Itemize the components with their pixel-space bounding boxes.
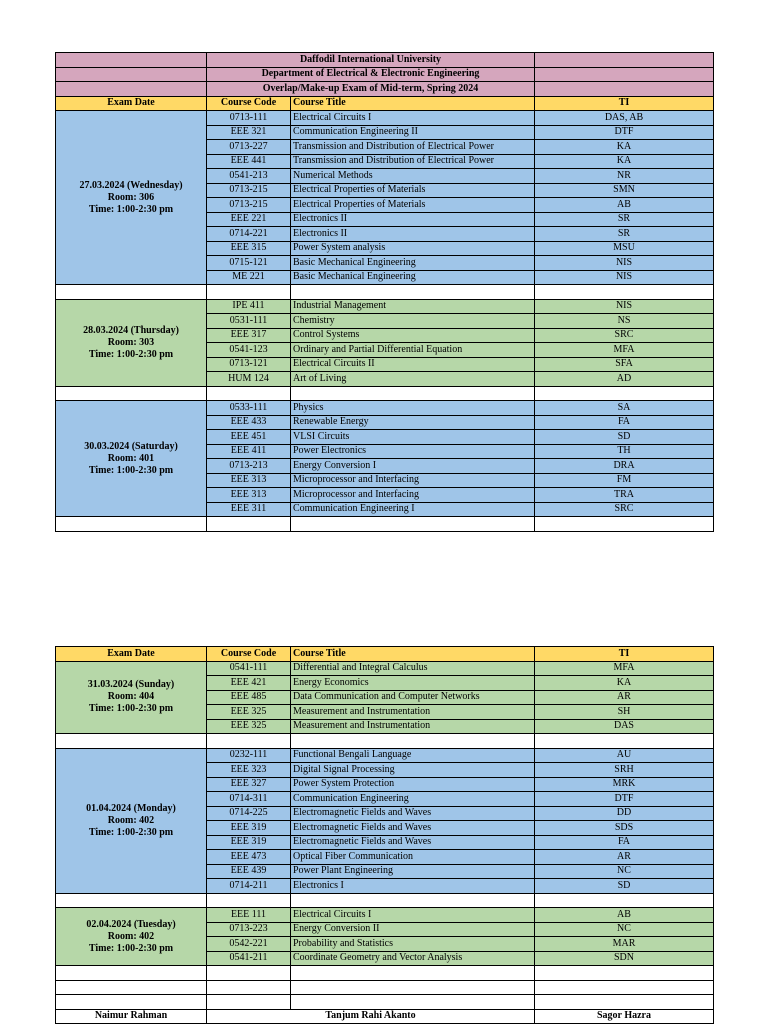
course-title: Data Communication and Computer Networks <box>291 690 535 705</box>
course-code: EEE 111 <box>207 908 291 923</box>
course-title: Probability and Statistics <box>291 937 535 952</box>
course-code: EEE 439 <box>207 864 291 879</box>
schedule-table-1 <box>55 52 714 532</box>
exam-room: Room: 401 <box>107 452 155 464</box>
ti-initials: DAS, AB <box>535 111 714 126</box>
course-title: Microprocessor and Interfacing <box>291 473 535 488</box>
course-code: EEE 327 <box>207 777 291 792</box>
ti-initials: NR <box>535 169 714 184</box>
title-row-university <box>56 53 714 68</box>
ti-initials: SMN <box>535 183 714 198</box>
exam-title: Overlap/Make-up Exam of Mid-term, Spring 2024 <box>207 82 535 97</box>
course-title: Transmission and Distribution of Electrical Power <box>291 154 535 169</box>
signature-name-1: Naimur Rahman <box>56 1009 207 1024</box>
course-code: 0542-221 <box>207 937 291 952</box>
course-code: EEE 411 <box>207 444 291 459</box>
course-code: 0533-111 <box>207 401 291 416</box>
ti-initials: AU <box>535 748 714 763</box>
ti-initials: SH <box>535 705 714 720</box>
exam-time: Time: 1:00-2:30 pm <box>88 348 174 360</box>
course-code: 0715-121 <box>207 256 291 271</box>
course-title: Electronics I <box>291 879 535 894</box>
course-title: Renewable Energy <box>291 415 535 430</box>
ti-initials: MRK <box>535 777 714 792</box>
spacer-row <box>56 734 714 749</box>
course-code: EEE 319 <box>207 835 291 850</box>
course-code: EEE 421 <box>207 676 291 691</box>
course-code: EEE 325 <box>207 719 291 734</box>
exam-room: Room: 404 <box>107 691 155 703</box>
ti-initials: NIS <box>535 270 714 285</box>
department-title: Department of Electrical & Electronic Engineering <box>207 67 535 82</box>
table-row <box>56 401 714 416</box>
exam-date-cell <box>56 661 207 734</box>
course-title: Electromagnetic Fields and Waves <box>291 835 535 850</box>
exam-date-cell <box>56 908 207 966</box>
signature-row <box>56 1009 714 1024</box>
course-code: 0531-111 <box>207 314 291 329</box>
course-title: Optical Fiber Communication <box>291 850 535 865</box>
ti-initials: DTF <box>535 792 714 807</box>
course-title: Chemistry <box>291 314 535 329</box>
course-title: Transmission and Distribution of Electrical Power <box>291 140 535 155</box>
exam-room: Room: 303 <box>107 336 155 348</box>
ti-initials: MSU <box>535 241 714 256</box>
course-title: Electromagnetic Fields and Waves <box>291 806 535 821</box>
spacer-row <box>56 285 714 300</box>
header-exam-date: Exam Date <box>56 96 207 111</box>
course-code: EEE 433 <box>207 415 291 430</box>
ti-initials: SFA <box>535 357 714 372</box>
ti-initials: TH <box>535 444 714 459</box>
course-code: EEE 313 <box>207 488 291 503</box>
spacer-row <box>56 517 714 532</box>
course-title: Measurement and Instrumentation <box>291 705 535 720</box>
ti-initials: DRA <box>535 459 714 474</box>
exam-date-cell <box>56 748 207 893</box>
spacer-row <box>56 893 714 908</box>
header-course-code: Course Code <box>207 96 291 111</box>
course-title: Measurement and Instrumentation <box>291 719 535 734</box>
course-title: Art of Living <box>291 372 535 387</box>
ti-initials: NC <box>535 922 714 937</box>
course-code: EEE 451 <box>207 430 291 445</box>
exam-time: Time: 1:00-2:30 pm <box>88 826 174 838</box>
table-row <box>56 908 714 923</box>
exam-date-cell <box>56 401 207 517</box>
course-title: Electrical Circuits I <box>291 111 535 126</box>
exam-date: 27.03.2024 (Wednesday) <box>79 179 183 191</box>
course-code: EEE 315 <box>207 241 291 256</box>
ti-initials: DTF <box>535 125 714 140</box>
course-code: 0714-211 <box>207 879 291 894</box>
ti-initials: KA <box>535 140 714 155</box>
course-title: Physics <box>291 401 535 416</box>
course-code: EEE 323 <box>207 763 291 778</box>
course-title: Electrical Properties of Materials <box>291 183 535 198</box>
ti-initials: SA <box>535 401 714 416</box>
course-code: 0713-215 <box>207 198 291 213</box>
course-title: Communication Engineering II <box>291 125 535 140</box>
ti-initials: MFA <box>535 343 714 358</box>
ti-initials: KA <box>535 154 714 169</box>
course-code: EEE 321 <box>207 125 291 140</box>
course-title: Power Plant Engineering <box>291 864 535 879</box>
title-row-department <box>56 67 714 82</box>
ti-initials: SR <box>535 212 714 227</box>
course-title: Functional Bengali Language <box>291 748 535 763</box>
ti-initials: SR <box>535 227 714 242</box>
course-title: Microprocessor and Interfacing <box>291 488 535 503</box>
header-course-title: Course Title <box>291 647 535 662</box>
course-title: Electrical Circuits II <box>291 357 535 372</box>
ti-initials: NS <box>535 314 714 329</box>
ti-initials: FA <box>535 415 714 430</box>
exam-room: Room: 306 <box>107 191 155 203</box>
ti-initials: SRC <box>535 328 714 343</box>
course-code: 0541-123 <box>207 343 291 358</box>
course-code: EEE 473 <box>207 850 291 865</box>
course-title: Energy Conversion I <box>291 459 535 474</box>
header-exam-date: Exam Date <box>56 647 207 662</box>
header-ti: TI <box>535 647 714 662</box>
ti-initials: SDN <box>535 951 714 966</box>
course-code: 0541-213 <box>207 169 291 184</box>
ti-initials: TRA <box>535 488 714 503</box>
exam-date: 01.04.2024 (Monday) <box>86 802 176 814</box>
spacer-row <box>56 386 714 401</box>
course-title: Differential and Integral Calculus <box>291 661 535 676</box>
course-code: 0714-225 <box>207 806 291 821</box>
course-title: Electrical Properties of Materials <box>291 198 535 213</box>
course-code: 0713-215 <box>207 183 291 198</box>
course-code: 0713-121 <box>207 357 291 372</box>
exam-room: Room: 402 <box>107 930 155 942</box>
header-row <box>56 647 714 662</box>
exam-time: Time: 1:00-2:30 pm <box>88 464 174 476</box>
course-title: Power System Protection <box>291 777 535 792</box>
header-course-title: Course Title <box>291 96 535 111</box>
course-code: EEE 313 <box>207 473 291 488</box>
ti-initials: AD <box>535 372 714 387</box>
ti-initials: FA <box>535 835 714 850</box>
course-code: EEE 311 <box>207 502 291 517</box>
course-title: Electromagnetic Fields and Waves <box>291 821 535 836</box>
course-code: 0713-227 <box>207 140 291 155</box>
course-title: Electronics II <box>291 212 535 227</box>
course-code: 0714-221 <box>207 227 291 242</box>
ti-initials: MAR <box>535 937 714 952</box>
course-code: EEE 319 <box>207 821 291 836</box>
course-code: 0713-223 <box>207 922 291 937</box>
spacer-row <box>56 980 714 995</box>
exam-room: Room: 402 <box>107 814 155 826</box>
course-code: 0713-213 <box>207 459 291 474</box>
header-ti: TI <box>535 96 714 111</box>
exam-time: Time: 1:00-2:30 pm <box>88 203 174 215</box>
course-title: Industrial Management <box>291 299 535 314</box>
ti-initials: AR <box>535 850 714 865</box>
ti-initials: SRH <box>535 763 714 778</box>
header-course-code: Course Code <box>207 647 291 662</box>
course-title: Digital Signal Processing <box>291 763 535 778</box>
course-title: Numerical Methods <box>291 169 535 184</box>
ti-initials: AB <box>535 198 714 213</box>
course-code: 0713-111 <box>207 111 291 126</box>
schedule-table-2 <box>55 646 714 1024</box>
exam-date: 28.03.2024 (Thursday) <box>83 324 179 336</box>
course-code: EEE 317 <box>207 328 291 343</box>
course-title: Communication Engineering <box>291 792 535 807</box>
course-title: Ordinary and Partial Differential Equation <box>291 343 535 358</box>
course-code: 0232-111 <box>207 748 291 763</box>
ti-initials: SD <box>535 879 714 894</box>
ti-initials: KA <box>535 676 714 691</box>
course-code: IPE 411 <box>207 299 291 314</box>
ti-initials: SRC <box>535 502 714 517</box>
table-row <box>56 299 714 314</box>
exam-date-cell <box>56 299 207 386</box>
course-title: Energy Economics <box>291 676 535 691</box>
exam-date-cell <box>56 111 207 285</box>
ti-initials: NIS <box>535 299 714 314</box>
exam-date: 30.03.2024 (Saturday) <box>84 440 178 452</box>
ti-initials: MFA <box>535 661 714 676</box>
ti-initials: SDS <box>535 821 714 836</box>
ti-initials: AR <box>535 690 714 705</box>
ti-initials: NIS <box>535 256 714 271</box>
ti-initials: SD <box>535 430 714 445</box>
exam-date: 31.03.2024 (Sunday) <box>87 679 175 691</box>
course-code: 0714-311 <box>207 792 291 807</box>
course-code: HUM 124 <box>207 372 291 387</box>
course-title: Basic Mechanical Engineering <box>291 256 535 271</box>
course-title: Control Systems <box>291 328 535 343</box>
ti-initials: DAS <box>535 719 714 734</box>
exam-time: Time: 1:00-2:30 pm <box>88 703 174 715</box>
course-code: 0541-211 <box>207 951 291 966</box>
spacer-row <box>56 995 714 1010</box>
course-code: EEE 325 <box>207 705 291 720</box>
university-title: Daffodil International University <box>207 53 535 68</box>
ti-initials: FM <box>535 473 714 488</box>
table-row <box>56 748 714 763</box>
exam-time: Time: 1:00-2:30 pm <box>88 942 174 954</box>
course-code: ME 221 <box>207 270 291 285</box>
course-code: EEE 485 <box>207 690 291 705</box>
table-row <box>56 661 714 676</box>
ti-initials: NC <box>535 864 714 879</box>
signature-name-3: Sagor Hazra <box>535 1009 714 1024</box>
course-title: Energy Conversion II <box>291 922 535 937</box>
table-row <box>56 111 714 126</box>
exam-date: 02.04.2024 (Tuesday) <box>86 918 176 930</box>
course-title: VLSI Circuits <box>291 430 535 445</box>
course-title: Power System analysis <box>291 241 535 256</box>
course-title: Electronics II <box>291 227 535 242</box>
course-title: Electrical Circuits I <box>291 908 535 923</box>
signature-name-2: Tanjum Rahi Akanto <box>207 1009 535 1024</box>
header-row <box>56 96 714 111</box>
course-code: EEE 221 <box>207 212 291 227</box>
course-code: EEE 441 <box>207 154 291 169</box>
course-code: 0541-111 <box>207 661 291 676</box>
ti-initials: AB <box>535 908 714 923</box>
course-title: Basic Mechanical Engineering <box>291 270 535 285</box>
course-title: Coordinate Geometry and Vector Analysis <box>291 951 535 966</box>
title-row-exam <box>56 82 714 97</box>
course-title: Communication Engineering I <box>291 502 535 517</box>
spacer-row <box>56 966 714 981</box>
course-title: Power Electronics <box>291 444 535 459</box>
ti-initials: DD <box>535 806 714 821</box>
